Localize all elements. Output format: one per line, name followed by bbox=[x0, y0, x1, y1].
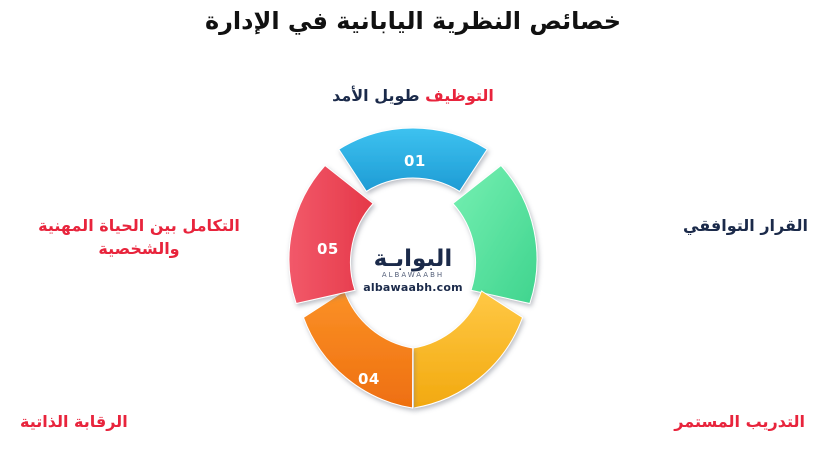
segment-number-01: 01 bbox=[404, 152, 426, 170]
segment-number-05: 05 bbox=[317, 240, 339, 258]
brand-logo bbox=[363, 248, 463, 293]
segment-label-01 bbox=[283, 84, 543, 107]
segment-number-03: 03 bbox=[500, 370, 522, 388]
segment-label-05: التكامل بين الحياة المهنية والشخصية bbox=[38, 216, 240, 259]
segment-number-02: 02 bbox=[552, 240, 574, 258]
segment-02[interactable] bbox=[453, 166, 537, 304]
segment-05[interactable] bbox=[289, 166, 373, 304]
segment-label-02: القرار التوافقي bbox=[683, 216, 808, 235]
page-title: خصائص النظرية اليابانية في الإدارة bbox=[204, 7, 622, 35]
segment-label-01-highlight: التوظيف bbox=[425, 86, 494, 105]
segment-label-01-rest: طويل الأمد bbox=[332, 86, 426, 105]
segment-03[interactable] bbox=[413, 291, 522, 408]
logo-domain-text: albawaabh.com bbox=[363, 281, 463, 294]
segment-number-04: 04 bbox=[358, 370, 380, 388]
logo-sub-text: ALBAWAABH bbox=[381, 271, 445, 279]
segment-label-03: التدريب المستمر bbox=[674, 412, 805, 431]
segment-04[interactable] bbox=[304, 291, 413, 408]
segment-label-04: الرقابة الذاتية bbox=[20, 412, 128, 431]
logo-arabic-text: البوابـة bbox=[373, 246, 453, 272]
